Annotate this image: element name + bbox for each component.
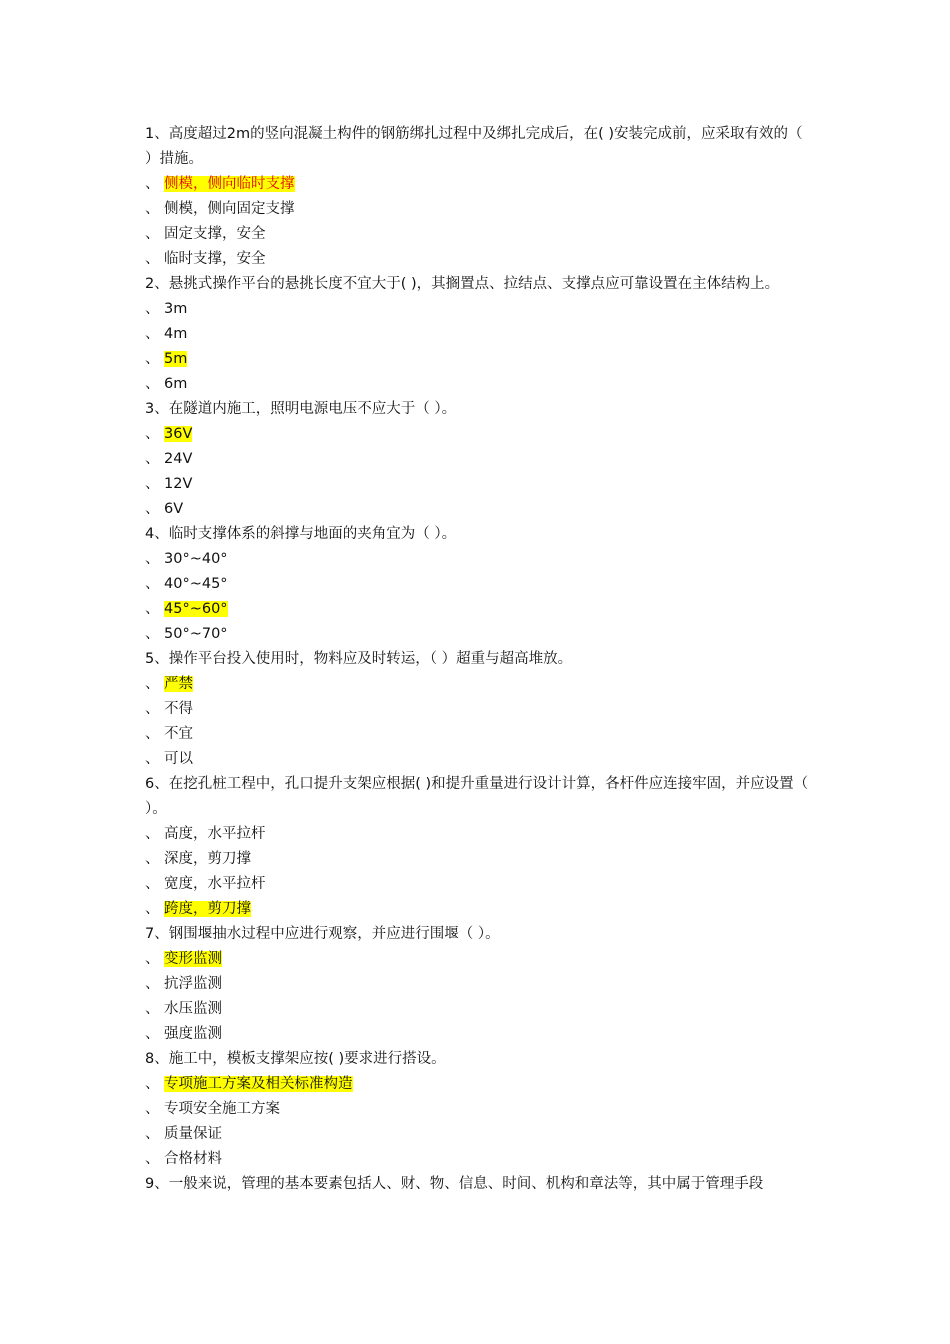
option-marker: 、 <box>145 701 160 717</box>
option-text: 抗浮监测 <box>164 976 222 992</box>
question-stem: 2、悬挑式操作平台的悬挑长度不宜大于( )，其搁置点、拉结点、支撑点应可靠设置在主体结构上。 <box>145 276 780 292</box>
option-marker: 、 <box>145 1026 160 1042</box>
highlighted-answer-text: 侧模，侧向临时支撑 <box>164 176 295 192</box>
option-marker: 、 <box>145 676 160 692</box>
option-marker: 、 <box>145 251 160 267</box>
option-text: 固定支撑，安全 <box>164 226 266 242</box>
option-text: 不得 <box>164 701 193 717</box>
option-marker: 、 <box>145 1151 160 1167</box>
answer-option <box>145 322 810 347</box>
answer-option <box>145 497 810 522</box>
highlighted-answer-text: 36V <box>164 426 193 442</box>
highlighted-answer-text: 专项施工方案及相关标准构造 <box>164 1076 353 1092</box>
option-marker: 、 <box>145 576 160 592</box>
option-text: 3m <box>164 301 188 317</box>
answer-option <box>145 747 810 772</box>
answer-option <box>145 1097 810 1122</box>
option-text: 宽度，水平拉杆 <box>164 876 266 892</box>
option-text: 侧模，侧向固定支撑 <box>164 201 295 217</box>
option-marker: 、 <box>145 226 160 242</box>
answer-option <box>145 897 810 922</box>
option-marker: 、 <box>145 1001 160 1017</box>
answer-option <box>145 1122 810 1147</box>
option-marker: 、 <box>145 851 160 867</box>
option-marker: 、 <box>145 876 160 892</box>
answer-option <box>145 822 810 847</box>
answer-option <box>145 847 810 872</box>
question-stem: 8、施工中，模板支撑架应按( )要求进行搭设。 <box>145 1051 446 1067</box>
question-stem: 4、临时支撑体系的斜撑与地面的夹角宜为（ ）。 <box>145 526 457 542</box>
option-marker: 、 <box>145 201 160 217</box>
option-marker: 、 <box>145 1126 160 1142</box>
option-marker: 、 <box>145 451 160 467</box>
answer-option <box>145 622 810 647</box>
highlighted-answer-text: 跨度，剪刀撑 <box>164 901 251 917</box>
option-marker: 、 <box>145 476 160 492</box>
option-text: 不宜 <box>164 726 193 742</box>
option-text: 临时支撑，安全 <box>164 251 266 267</box>
option-marker: 、 <box>145 601 160 617</box>
answer-option <box>145 872 810 897</box>
answer-option <box>145 572 810 597</box>
option-marker: 、 <box>145 751 160 767</box>
highlighted-answer-text: 5m <box>164 351 188 367</box>
option-text: 4m <box>164 326 188 342</box>
highlighted-answer-text: 变形监测 <box>164 951 222 967</box>
option-marker: 、 <box>145 376 160 392</box>
answer-option <box>145 1022 810 1047</box>
question-stem: 6、在挖孔桩工程中，孔口提升支架应根据( )和提升重量进行设计计算，各杆件应连接牢固，并应设置（ ）。 <box>145 776 809 817</box>
option-marker: 、 <box>145 501 160 517</box>
option-marker: 、 <box>145 901 160 917</box>
option-marker: 、 <box>145 551 160 567</box>
option-text: 40°~45° <box>164 576 228 592</box>
answer-option <box>145 972 810 997</box>
answer-option <box>145 372 810 397</box>
option-text: 专项安全施工方案 <box>164 1101 280 1117</box>
answer-option <box>145 1072 810 1097</box>
option-marker: 、 <box>145 826 160 842</box>
option-marker: 、 <box>145 1076 160 1092</box>
answer-option <box>145 997 810 1022</box>
question-stem: 7、钢围堰抽水过程中应进行观察，并应进行围堰（ ）。 <box>145 926 500 942</box>
answer-option <box>145 197 810 222</box>
option-marker: 、 <box>145 326 160 342</box>
option-marker: 、 <box>145 626 160 642</box>
option-text: 12V <box>164 476 193 492</box>
answer-option <box>145 1147 810 1172</box>
answer-option <box>145 672 810 697</box>
option-marker: 、 <box>145 1101 160 1117</box>
question-stem: 5、操作平台投入使用时，物料应及时转运，（ ）超重与超高堆放。 <box>145 651 573 667</box>
option-marker: 、 <box>145 351 160 367</box>
option-text: 质量保证 <box>164 1126 222 1142</box>
option-marker: 、 <box>145 951 160 967</box>
answer-option <box>145 347 810 372</box>
option-text: 6m <box>164 376 188 392</box>
option-text: 24V <box>164 451 193 467</box>
highlighted-answer-text: 45°~60° <box>164 601 228 617</box>
option-marker: 、 <box>145 976 160 992</box>
answer-option <box>145 697 810 722</box>
option-text: 可以 <box>164 751 193 767</box>
answer-option <box>145 597 810 622</box>
option-marker: 、 <box>145 176 160 192</box>
option-marker: 、 <box>145 301 160 317</box>
answer-option <box>145 547 810 572</box>
answer-option <box>145 472 810 497</box>
question-stem: 1、高度超过2m的竖向混凝土构件的钢筋绑扎过程中及绑扎完成后，在( )安装完成前，应采取有效的（ ）措施。 <box>145 126 803 167</box>
option-marker: 、 <box>145 426 160 442</box>
answer-option <box>145 172 810 197</box>
answer-option <box>145 947 810 972</box>
question-stem: 3、在隧道内施工，照明电源电压不应大于（ ）。 <box>145 401 457 417</box>
option-text: 合格材料 <box>164 1151 222 1167</box>
question-stem: 9、一般来说，管理的基本要素包括人、财、物、信息、时间、机构和章法等，其中属于管理手段 <box>145 1176 764 1192</box>
answer-option <box>145 297 810 322</box>
option-text: 强度监测 <box>164 1026 222 1042</box>
option-text: 深度，剪刀撑 <box>164 851 251 867</box>
option-marker: 、 <box>145 726 160 742</box>
option-text: 30°~40° <box>164 551 228 567</box>
option-text: 水压监测 <box>164 1001 222 1017</box>
answer-option <box>145 422 810 447</box>
answer-option <box>145 722 810 747</box>
option-text: 50°~70° <box>164 626 228 642</box>
answer-option <box>145 222 810 247</box>
option-text: 高度，水平拉杆 <box>164 826 266 842</box>
option-text: 6V <box>164 501 184 517</box>
answer-option <box>145 247 810 272</box>
answer-option <box>145 447 810 472</box>
highlighted-answer-text: 严禁 <box>164 676 193 692</box>
